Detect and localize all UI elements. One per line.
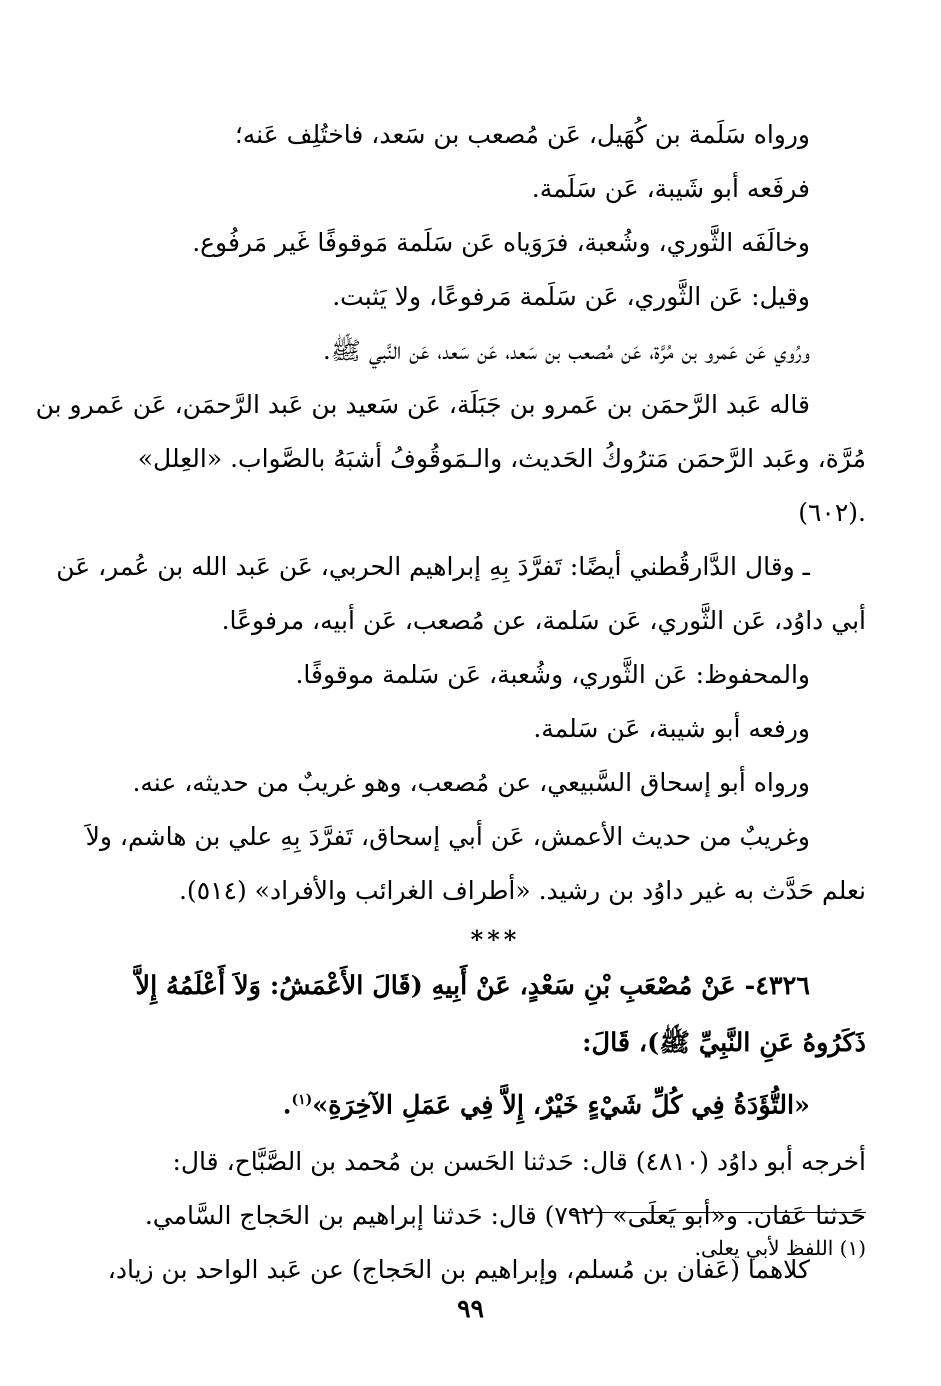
paragraph-line: ورفعه أبو شيبة، عَن سَلمة. bbox=[533, 714, 810, 743]
hadith-line: ذَكَرُوهُ عَنِ النَّبِيِّ ﷺ)، قَالَ: bbox=[582, 1028, 866, 1058]
footnote-marker: (١) bbox=[291, 1092, 313, 1108]
paragraph-line: وقيل: عَن الثَّوري، عَن سَلَمة مَرفوعًا، ولا يَثبت. bbox=[332, 282, 810, 311]
paragraph-line: وخالَفَه الثَّوري، وشُعبة، فرَوَياه عَن سَلَمة مَوقوفًا غَير مَرفُوع. bbox=[192, 228, 810, 257]
footnote-divider bbox=[570, 1212, 866, 1213]
paragraph-line: قاله عَبد الرَّحمَن بن عَمرو بن جَبَلَة، عَن سَعيد بن عَبد الرَّحمَن، عَن عَمرو بن bbox=[35, 390, 810, 419]
paragraph-line: ورواه أبو إسحاق السَّبيعي، عن مُصعب، وهو غريبٌ من حديثه، عنه. bbox=[132, 768, 810, 797]
hadith-end: . bbox=[282, 1090, 292, 1121]
paragraph-line: (٦٠٢). bbox=[798, 498, 866, 527]
page-body bbox=[35, 108, 866, 1297]
takhrij-line: حَدثنا عَفان. و«أبو يَعلَى» (٧٩٢) قال: حَدثنا إبراهيم بن الحَجاج السَّامي. bbox=[144, 1200, 866, 1230]
paragraph-line: مُرَّة، وعَبد الرَّحمَن مَترُوكُ الحَديث، والـمَوقُوفُ أشبَهُ بالصَّواب. «العِلل» bbox=[137, 444, 866, 473]
hadith-quote: «التُّؤَدَةُ فِي كُلِّ شَيْءٍ خَيْرٌ، إِلاَّ فِي عَمَلِ الآخِرَةِ» bbox=[312, 1090, 810, 1121]
paragraph-line: فرفَعه أبو شَيبة، عَن سَلَمة. bbox=[531, 174, 810, 203]
paragraph-line: ورُوي عَن عَمرو بن مُرَّة، عَن مُصعب بن سَعد، عَن سَعد، عَن النَّبي ﷺ. bbox=[322, 336, 810, 365]
takhrij-line: أخرجه أبو داوُد (٤٨١٠) قال: حَدثنا الحَسن بن مُحمد بن الصَّبَّاح، قال: bbox=[172, 1146, 866, 1176]
paragraph-line: نعلم حَدَّث به غير داوُد بن رشيد. «أطراف الغرائب والأفراد» (٥١٤). bbox=[178, 876, 866, 905]
takhrij-line: كلاهما (عَفان بن مُسلم، وإبراهيم بن الحَجاج) عن عَبد الواحد بن زياد، bbox=[107, 1254, 810, 1284]
paragraph-line: والمحفوظ: عَن الثَّوري، وشُعبة، عَن سَلمة موقوفًا. bbox=[295, 660, 810, 689]
page-number: ٩٩ bbox=[457, 1294, 484, 1323]
hadith-text bbox=[125, 1072, 866, 1135]
section-separator: *** bbox=[470, 925, 521, 954]
paragraph-line: ورواه سَلَمة بن كُهَيل، عَن مُصعب بن سَعد، فاختُلِف عَنه؛ bbox=[234, 120, 810, 149]
paragraph-line: أبي داوُد، عَن الثَّوري، عَن سَلمة، عن مُصعب، عَن أبيه، مرفوعًا. bbox=[221, 606, 866, 635]
footnote: (١) اللفظ لأبي يعلى. bbox=[694, 1236, 866, 1260]
hadith-line: ٤٣٢٦- عَنْ مُصْعَبِ بْنِ سَعْدٍ، عَنْ أَبِيهِ (قَالَ الأَعْمَشُ: وَلاَ أَعْلَمُهُ إِلاَّ bbox=[135, 971, 810, 1001]
paragraph-line: ـ وقال الدَّارقُطني أيضًا: تَفرَّدَ بِهِ إبراهيم الحربي، عَن عَبد الله بن عُمر، عَن bbox=[56, 552, 810, 581]
paragraph-line: وغريبٌ من حديث الأعمش، عَن أبي إسحاق، تَفرَّدَ بِهِ علي بن هاشم، ولاَ bbox=[85, 822, 810, 851]
